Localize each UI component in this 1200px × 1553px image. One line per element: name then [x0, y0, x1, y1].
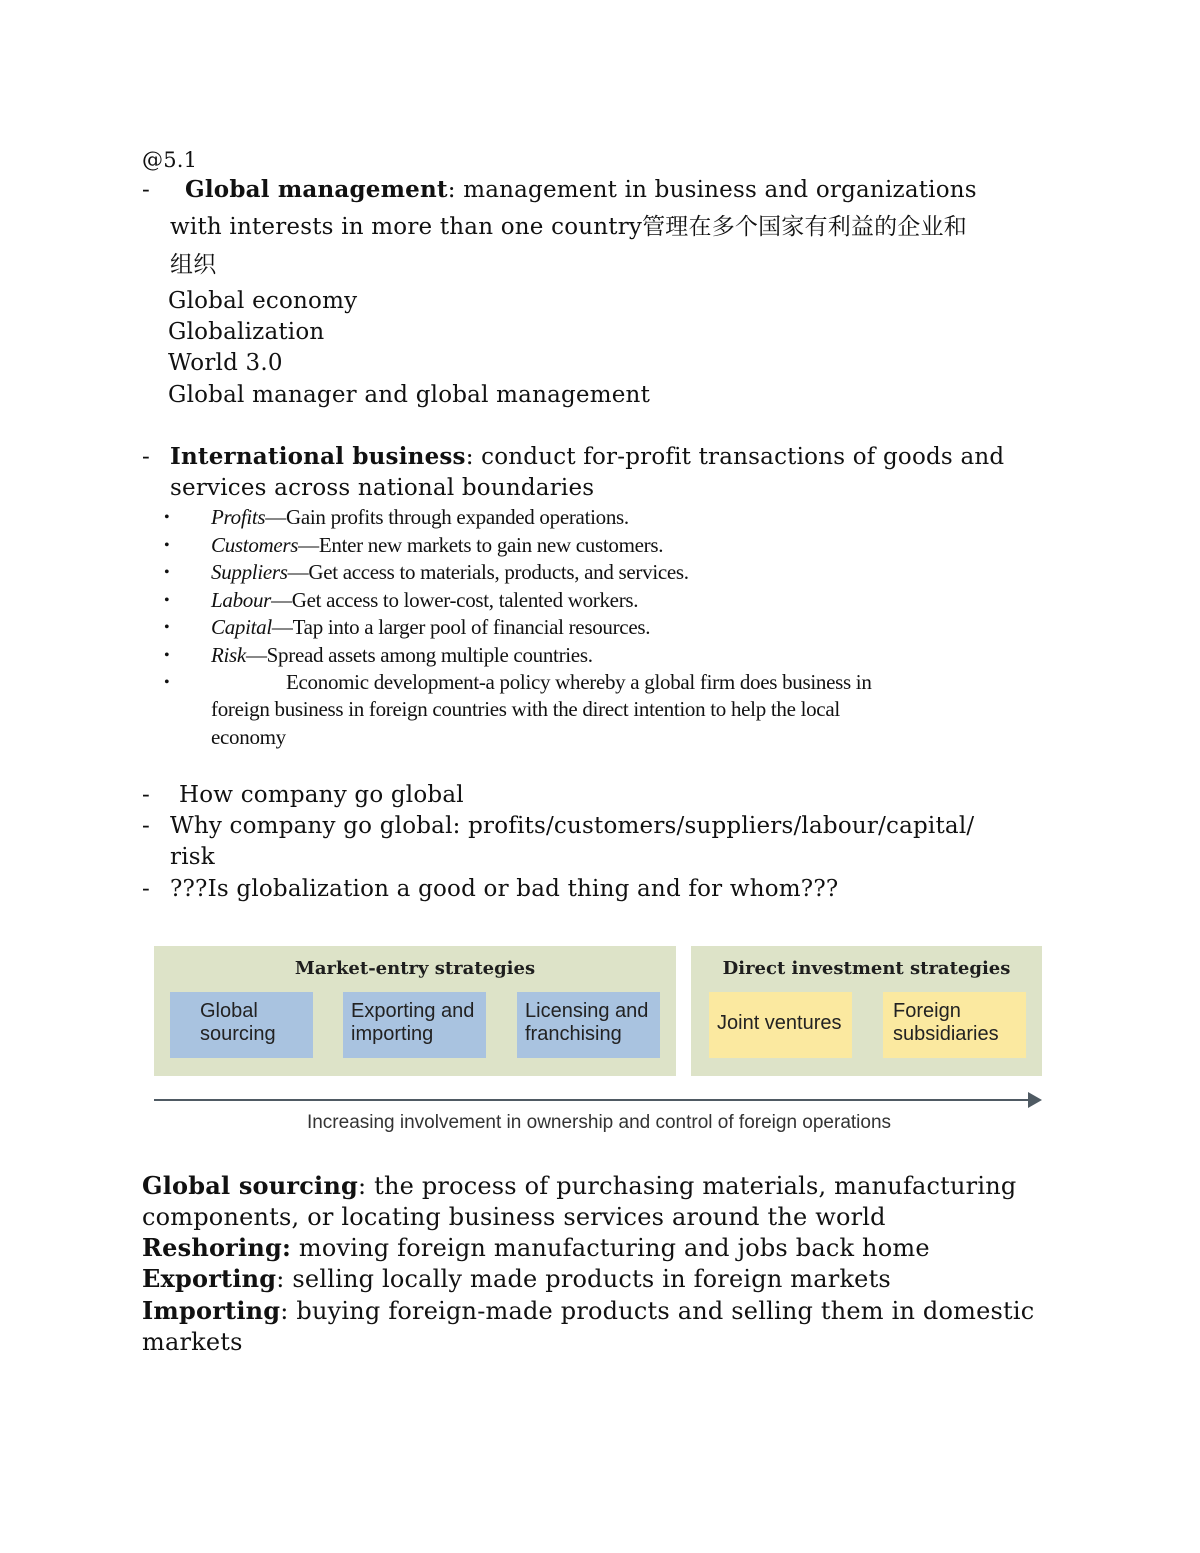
list-dash: - [142, 444, 150, 470]
definition-text: with interests in more than one country管理在多个国家有利益的企业和 [170, 214, 967, 240]
question-item: How company go global [179, 782, 464, 808]
arrow-head-icon [1028, 1092, 1042, 1108]
strategy-box: Licensing and franchising [517, 992, 660, 1058]
question-item: Why company go global: profits/customers/suppliers/labour/capital/ [170, 813, 975, 839]
list-item: Economic development-a policy whereby a global firm does business in [286, 670, 872, 694]
definition-text: : management in business and organizations [447, 177, 977, 203]
definition-text: markets [142, 1328, 243, 1356]
definition-reshoring: Reshoring: moving foreign manufacturing and jobs back home [142, 1233, 930, 1262]
strategy-box: Foreign subsidiaries [883, 992, 1026, 1058]
list-item-continuation: foreign business in foreign countries with the direct intention to help the local [211, 697, 840, 721]
term-international-business: International business [170, 443, 466, 470]
list-item: Global economy [168, 288, 358, 314]
international-business-line [170, 442, 1004, 472]
bullet-dot: • [164, 619, 170, 636]
definition-text: 组织 [170, 252, 217, 278]
section-number: @5.1 [142, 148, 198, 172]
term-global-management: Global management [185, 176, 448, 203]
question-item: ???Is globalization a good or bad thing and for whom??? [170, 876, 839, 902]
definition-exporting: Exporting: selling locally made products in foreign markets [142, 1264, 891, 1293]
strategy-box: Exporting and importing [343, 992, 486, 1058]
strategy-box: Global sourcing [170, 992, 313, 1058]
list-item: Capital—Tap into a larger pool of financial resources. [211, 615, 651, 639]
bullet-dot: • [164, 592, 170, 609]
panel-title: Market-entry strategies [294, 958, 536, 979]
definition-text: : conduct for-profit transactions of goods and [465, 444, 1005, 470]
list-item: Globalization [168, 319, 325, 345]
list-item: Profits—Gain profits through expanded operations. [211, 505, 629, 529]
definition-text: components, or locating business services around the world [142, 1203, 886, 1231]
list-item: Suppliers—Get access to materials, products, and services. [211, 560, 689, 584]
list-item: Risk—Spread assets among multiple countries. [211, 643, 593, 667]
arrow-caption: Increasing involvement in ownership and control of foreign operations [306, 1112, 892, 1133]
definition-global-sourcing: Global sourcing: the process of purchasing materials, manufacturing [142, 1171, 1017, 1200]
bullet-dot: • [164, 509, 170, 526]
list-item: Global manager and global management [168, 382, 651, 408]
strategy-box: Joint ventures [709, 992, 852, 1058]
question-item-continuation: risk [170, 844, 215, 870]
list-item: World 3.0 [168, 350, 283, 376]
direct-investment-panel [691, 946, 1042, 1076]
global-management-line [185, 175, 977, 205]
list-item-continuation: economy [211, 725, 286, 749]
bullet-dot: • [164, 537, 170, 554]
bullet-dot: • [164, 647, 170, 664]
list-item: Customers—Enter new markets to gain new customers. [211, 533, 664, 557]
list-item: Labour—Get access to lower-cost, talented workers. [211, 588, 639, 612]
list-dash: - [142, 177, 150, 203]
panel-title: Direct investment strategies [722, 958, 1011, 979]
bullet-dot: • [164, 564, 170, 581]
list-dash: - [142, 813, 150, 839]
list-dash: - [142, 782, 150, 808]
involvement-arrow [154, 1099, 1032, 1101]
definition-text: services across national boundaries [170, 475, 595, 501]
list-dash: - [142, 876, 150, 902]
market-entry-panel [154, 946, 676, 1076]
bullet-dot: • [164, 674, 170, 691]
definition-importing: Importing: buying foreign-made products and selling them in domestic [142, 1296, 1035, 1325]
strategy-diagram [154, 946, 1044, 1146]
